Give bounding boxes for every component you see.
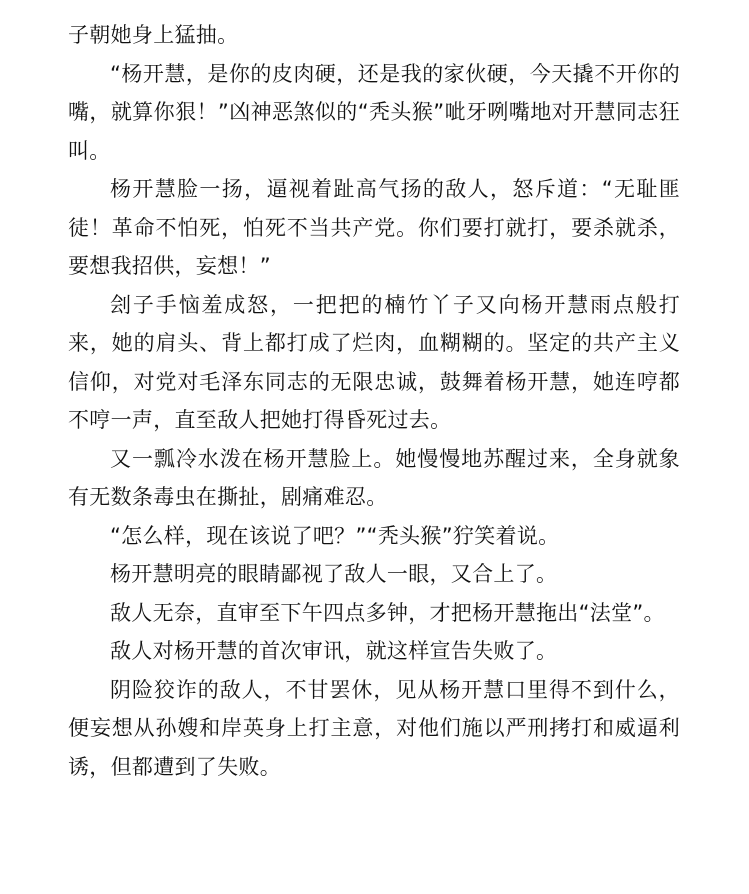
paragraph-3: 杨开慧脸一扬，逼视着趾高气扬的敌人，怒斥道：“无耻匪徒！革命不怕死，怕死不当共产党。你们要打就打，要杀就杀，要想我招供，妄想！”	[68, 177, 680, 278]
paragraph-2: “杨开慧，是你的皮肉硬，还是我的家伙硬，今天撬不开你的嘴，就算你狠！”凶神恶煞似的“秃头猴”呲牙咧嘴地对开慧同志狂叫。	[68, 61, 680, 163]
paragraph-8: 敌人无奈，直审至下午四点多钟，才把杨开慧拖出“法堂”。	[110, 600, 665, 625]
paragraph-5: 又一瓢冷水泼在杨开慧脸上。她慢慢地苏醒过来，全身就象有无数条毒虫在撕扯，剧痛难忍。	[68, 446, 680, 509]
paragraph-7: 杨开慧明亮的眼睛鄙视了敌人一眼，又合上了。	[110, 562, 558, 586]
paragraph-1: 子朝她身上猛抽。	[68, 23, 239, 47]
paragraph-10: 阴险狡诈的敌人，不甘罢休，见从杨开慧口里得不到什么，便妄想从孙嫂和岸英身上打主意，对他们施以严刑拷打和威逼利诱，但都遭到了失败。	[68, 677, 680, 779]
paragraph-6: “怎么样，现在该说了吧？”“秃头猴”狞笑着说。	[110, 523, 560, 548]
paragraph-4: 刽子手恼羞成怒，一把把的楠竹丫子又向杨开慧雨点般打来，她的肩头、背上都打成了烂肉，血糊糊的。坚定的共产主义信仰，对党对毛泽东同志的无限忠诚，鼓舞着杨开慧，她连哼都不哼一声，直至敌人把她打得昏死过去。	[68, 292, 680, 432]
body-text	[68, 16, 680, 786]
paragraph-9: 敌人对杨开慧的首次审讯，就这样宣告失败了。	[110, 639, 558, 663]
